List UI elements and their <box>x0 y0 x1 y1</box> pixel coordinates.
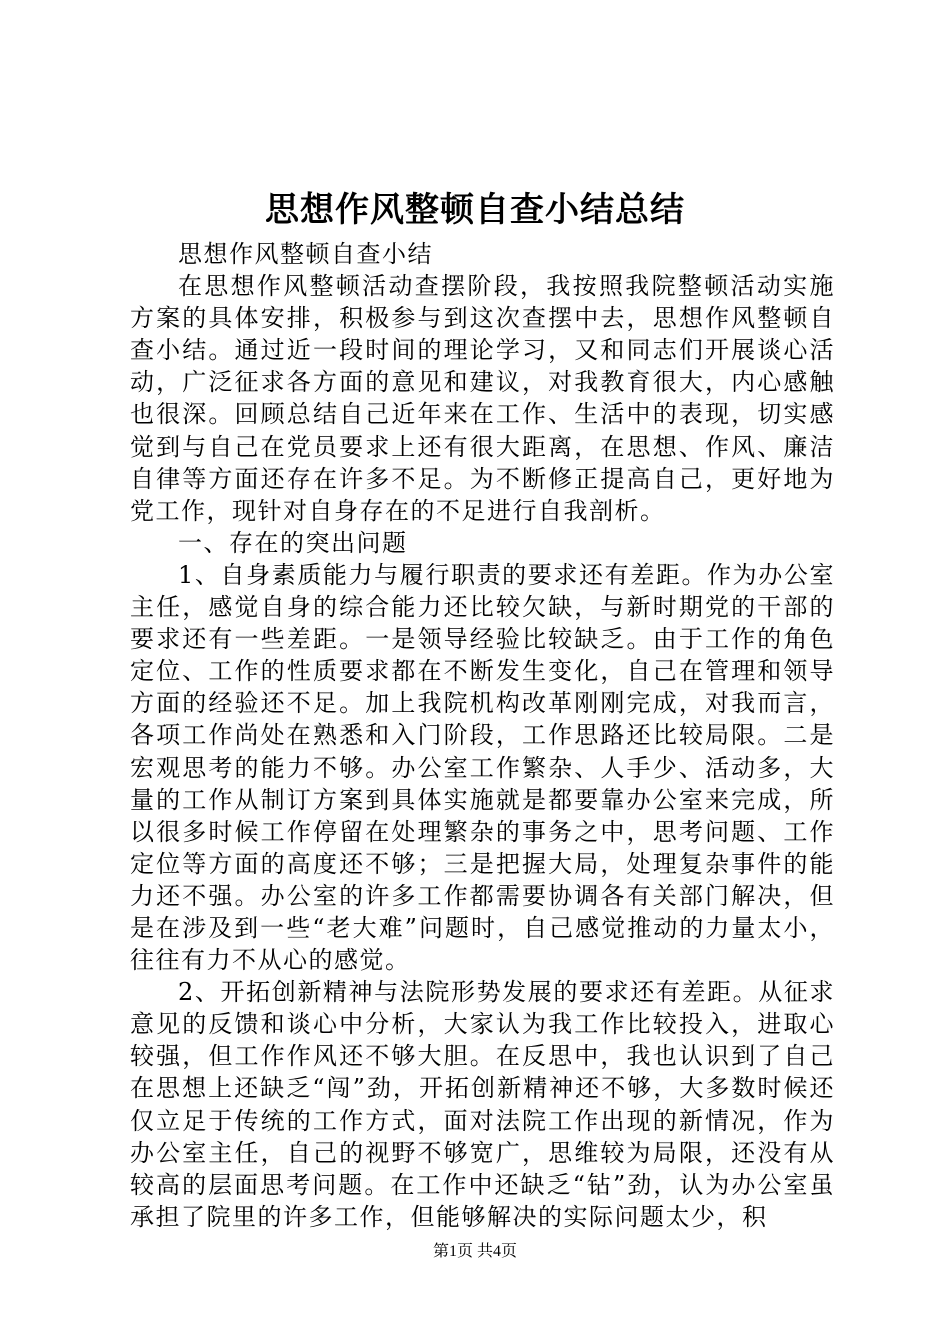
document-body <box>130 238 835 1233</box>
section-heading: 一、存在的突出问题 <box>178 528 408 557</box>
paragraph-intro: 在思想作风整顿活动查摆阶段，我按照我院整顿活动实施方案的具体安排，积极参与到这次查摆中去，思想作风整顿自查小结。通过近一段时间的理论学习，又和同志们开展谈心活动，广泛征求各方面的意见和建议，对我教育很大，内心感触也很深。回顾总结自己近年来在工作、生活中的表现，切实感觉到与自己在党员要求上还有很大距离，在思想、作风、廉洁自律等方面还存在许多不足。为不断修正提高自己，更好地为党工作，现针对自身存在的不足进行自我剖析。 <box>130 272 835 525</box>
paragraph-subtitle: 思想作风整顿自查小结 <box>178 240 433 268</box>
paragraph-point-2: 2、开拓创新精神与法院形势发展的要求还有差距。从征求意见的反馈和谈心中分析，大家认为我工作比较投入，进取心较强，但工作作风还不够大胆。在反思中，我也认识到了自己在思想上还缺乏“闯”劲，开拓创新精神还不够，大多数时候还仅立足于传统的工作方式，面对法院工作出现的新情况，作为办公室主任，自己的视野不够宽广，思维较为局限，还没有从较高的层面思考问题。在工作中还缺乏“钻”劲，认为办公室虽承担了院里的许多工作，但能够解决的实际问题太少，积 <box>130 978 835 1231</box>
paragraph-point-1: 1、自身素质能力与履行职责的要求还有差距。作为办公室主任，感觉自身的综合能力还比较欠缺，与新时期党的干部的要求还有一些差距。一是领导经验比较缺乏。由于工作的角色定位、工作的性质要求都在不断发生变化，自己在管理和领导方面的经验还不足。加上我院机构改革刚刚完成，对我而言，各项工作尚处在熟悉和入门阶段，工作思路还比较局限。二是宏观思考的能力不够。办公室工作繁杂、人手少、活动多，大量的工作从制订方案到具体实施就是都要靠办公室来完成，所以很多时候工作停留在处理繁杂的事务之中，思考问题、工作定位等方面的高度还不够；三是把握大局，处理复杂事件的能力还不强。办公室的许多工作都需要协调各有关部门解决，但是在涉及到一些“老大难”问题时，自己感觉推动的力量太小，往往有力不从心的感觉。 <box>130 560 835 975</box>
document-title: 思想作风整顿自查小结总结 <box>265 190 685 230</box>
page-number-footer: 第1页 共4页 <box>432 1243 517 1260</box>
